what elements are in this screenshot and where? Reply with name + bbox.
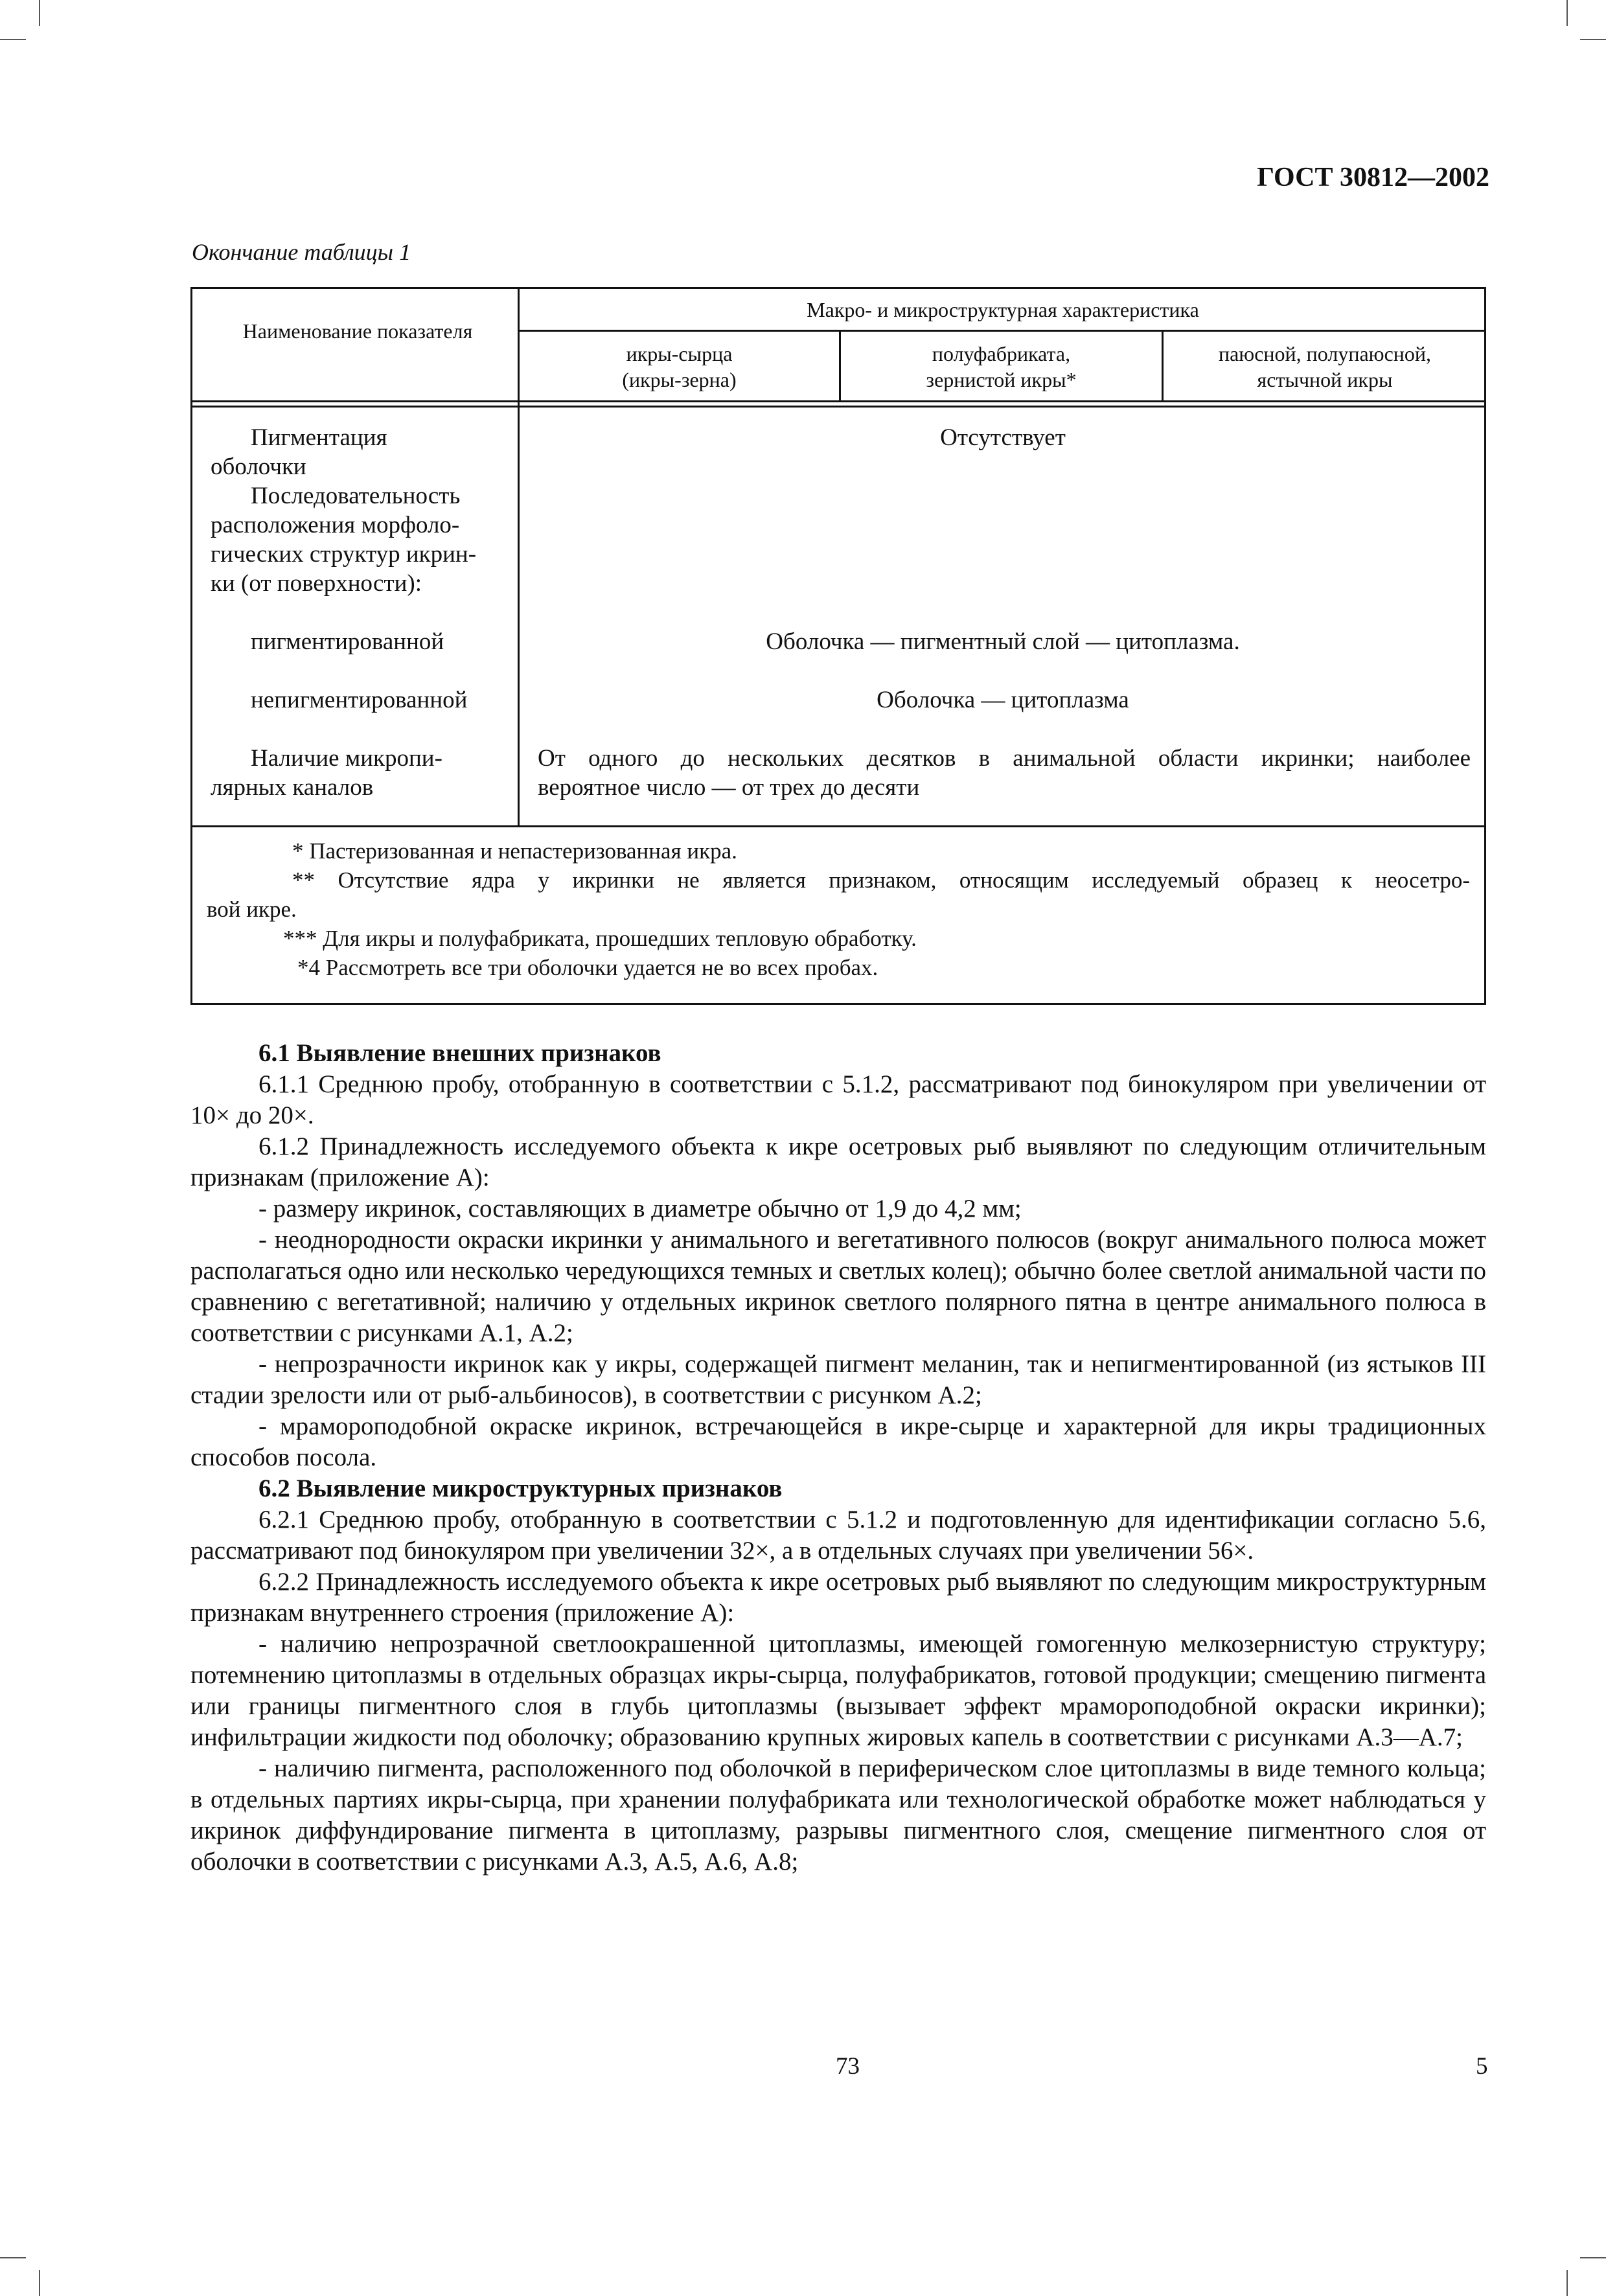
crop-mark-bottom-right-v — [1566, 2270, 1568, 2296]
row-label-sequence — [211, 481, 509, 598]
note-2: ** Отсутствие ядра у икринки не является признаком, относящим исследуемый образец к неосетро- — [292, 867, 1470, 893]
row-label-pigmented: пигментированной — [251, 628, 444, 655]
crop-mark-bottom-left-v — [39, 2270, 40, 2296]
row-label-pigmentation-line2: оболочки — [211, 453, 306, 480]
note-2-continued: вой икре. — [207, 897, 297, 922]
subheader-pressed-caviar-line2: ястычной икры — [1257, 368, 1393, 391]
header-bottom-line-2 — [192, 406, 1486, 408]
table-caption: Окончание таблицы 1 — [192, 239, 411, 265]
characteristics-table — [190, 287, 1486, 1005]
table-notes — [207, 836, 1470, 982]
page-number-center: 73 — [836, 2053, 860, 2080]
paragraph-6-2-2-item-2: - наличию пигмента, расположенного под оболочкой в периферическом слое цитоплазмы в виде темного кольца; в отдельных партиях икры-сырца, при хранении полуфабриката или технологической обработке может наблюдаться у икринок диффундирование пигмента в цитоплазму, разрывы пигментного слоя, смещение пигментного слоя от оболочки в соответствии с рисунками А.3, А.5, А.6, А.8; — [190, 1754, 1486, 1876]
crop-mark-bottom-right-h — [1580, 2257, 1606, 2258]
row-label-sequence-line1: Последовательность — [251, 483, 461, 509]
row-label-nonpigmented: непигментированной — [251, 687, 468, 713]
row-label-micropyle-line1: Наличие микропи- — [251, 745, 442, 772]
value-pigmented: Оболочка — пигментный слой — цитоплазма. — [766, 628, 1240, 655]
notes-divider — [192, 825, 1486, 827]
paragraph-6-1-2-item-3: - непрозрачности икринок как у икры, содержащей пигмент меланин, так и непигментированной (из ястыков III стадии зрелости или от рыб-альбиносов), в соответствии с рисунком А.2; — [190, 1350, 1486, 1409]
value-micropyle-line2: вероятное число — от трех до десяти — [538, 774, 920, 801]
value-micropyle — [538, 744, 1471, 802]
row-label-micropyle-line2: лярных каналов — [211, 774, 374, 801]
header-name: Наименование показателя — [242, 319, 473, 343]
crop-mark-top-left-h — [0, 39, 26, 40]
row-label-sequence-line2: расположения морфоло- — [211, 512, 460, 538]
paragraph-6-2-2-item-1: - наличию непрозрачной светлоокрашенной цитоплазмы, имеющей гомогенную мелкозернистую структуру; потемнению цитоплазмы в отдельных образцах икры-сырца, полуфабрикатов, готовой продукции; смещению пигмента или границы пигментного слоя в глубь цитоплазмы (вызывает эффект мрамороподобной окраски икринки); инфильтрации жидкости под оболочку; образованию крупных жировых капель в соответствии с рисунками А.3—А.7; — [190, 1630, 1486, 1751]
subheader-semi-product — [841, 341, 1162, 393]
crop-mark-top-left-v — [39, 0, 40, 26]
note-3: *** Для икры и полуфабриката, прошедших тепловую обработку. — [283, 926, 917, 951]
header-group: Макро- и микроструктурная характеристика — [807, 298, 1199, 321]
header-sub-divider — [520, 330, 1486, 332]
crop-mark-bottom-left-h — [0, 2257, 26, 2258]
row-label-micropyle — [211, 744, 509, 802]
subheader-semi-product-line1: полуфабриката, — [932, 342, 1071, 365]
paragraph-6-2-1: 6.2.1 Среднюю пробу, отобранную в соответствии с 5.1.2 и подготовленную для идентификации согласно 5.6, рассматривают под бинокуляром при увеличении 32×, а в отдельных случаях при увеличении 56×. — [190, 1506, 1486, 1565]
row-label-pigmentation — [211, 423, 509, 481]
paragraph-6-1-2-item-2: - неоднородности окраски икринки у анимального и вегетативного полюсов (вокруг анимального полюса может располагаться одно или несколько чередующихся темных и светлых колец); обычно более светлой анимальной части по сравнению с вегетативной; наличию у отдельных икринок светлого полярного пятна в центре анимального полюса в соответствии с рисунками А.1, А.2; — [190, 1226, 1486, 1347]
value-pigmentation: Отсутствует — [940, 424, 1066, 451]
row-label-sequence-line3: гических структур икрин- — [211, 541, 477, 568]
paragraph-6-1-1: 6.1.1 Среднюю пробу, отобранную в соответствии с 5.1.2, рассматривают под бинокуляром при увеличении от 10× до 20×. — [190, 1070, 1486, 1129]
paragraph-6-2-2: 6.2.2 Принадлежность исследуемого объекта к икре осетровых рыб выявляют по следующим микроструктурным признакам внутреннего строения (приложение А): — [190, 1568, 1486, 1627]
note-4: *4 Рассмотреть все три оболочки удается не во всех пробах. — [297, 955, 878, 980]
crop-mark-top-right-v — [1566, 0, 1568, 26]
paragraph-6-1-2-item-1: - размеру икринок, составляющих в диаметре обычно от 1,9 до 4,2 мм; — [258, 1195, 1022, 1223]
subheader-semi-product-line2: зернистой икры* — [926, 368, 1077, 391]
subheader-pressed-caviar — [1164, 341, 1486, 393]
body-text — [190, 1038, 1486, 1877]
row-label-sequence-line4: ки (от поверхности): — [211, 570, 422, 597]
crop-mark-top-right-h — [1580, 39, 1606, 40]
heading-6-2: 6.2 Выявление микроструктурных признаков — [258, 1475, 783, 1502]
subheader-raw-caviar-line1: икры-сырца — [626, 342, 733, 365]
note-1: * Пастеризованная и непастеризованная икра. — [292, 838, 737, 864]
paragraph-6-1-2-item-4: - мрамороподобной окраске икринок, встречающейся в икре-сырце и характерной для икры традиционных способов посола. — [190, 1412, 1486, 1471]
standard-id: ГОСТ 30812—2002 — [1257, 163, 1489, 192]
value-micropyle-line1: От одного до нескольких десятков в анимальной области икринки; наиболее — [538, 745, 1471, 772]
subheader-pressed-caviar-line1: паюсной, полупаюсной, — [1218, 342, 1432, 365]
value-nonpigmented: Оболочка — цитоплазма — [877, 687, 1129, 713]
page-number-right: 5 — [1476, 2053, 1488, 2080]
subheader-raw-caviar — [520, 341, 839, 393]
paragraph-6-1-2: 6.1.2 Принадлежность исследуемого объекта к икре осетровых рыб выявляют по следующим отличительным признакам (приложение А): — [190, 1132, 1486, 1191]
row-label-pigmentation-line1: Пигментация — [251, 424, 387, 451]
subheader-raw-caviar-line2: (икры-зерна) — [622, 368, 737, 391]
heading-6-1: 6.1 Выявление внешних признаков — [258, 1039, 661, 1067]
